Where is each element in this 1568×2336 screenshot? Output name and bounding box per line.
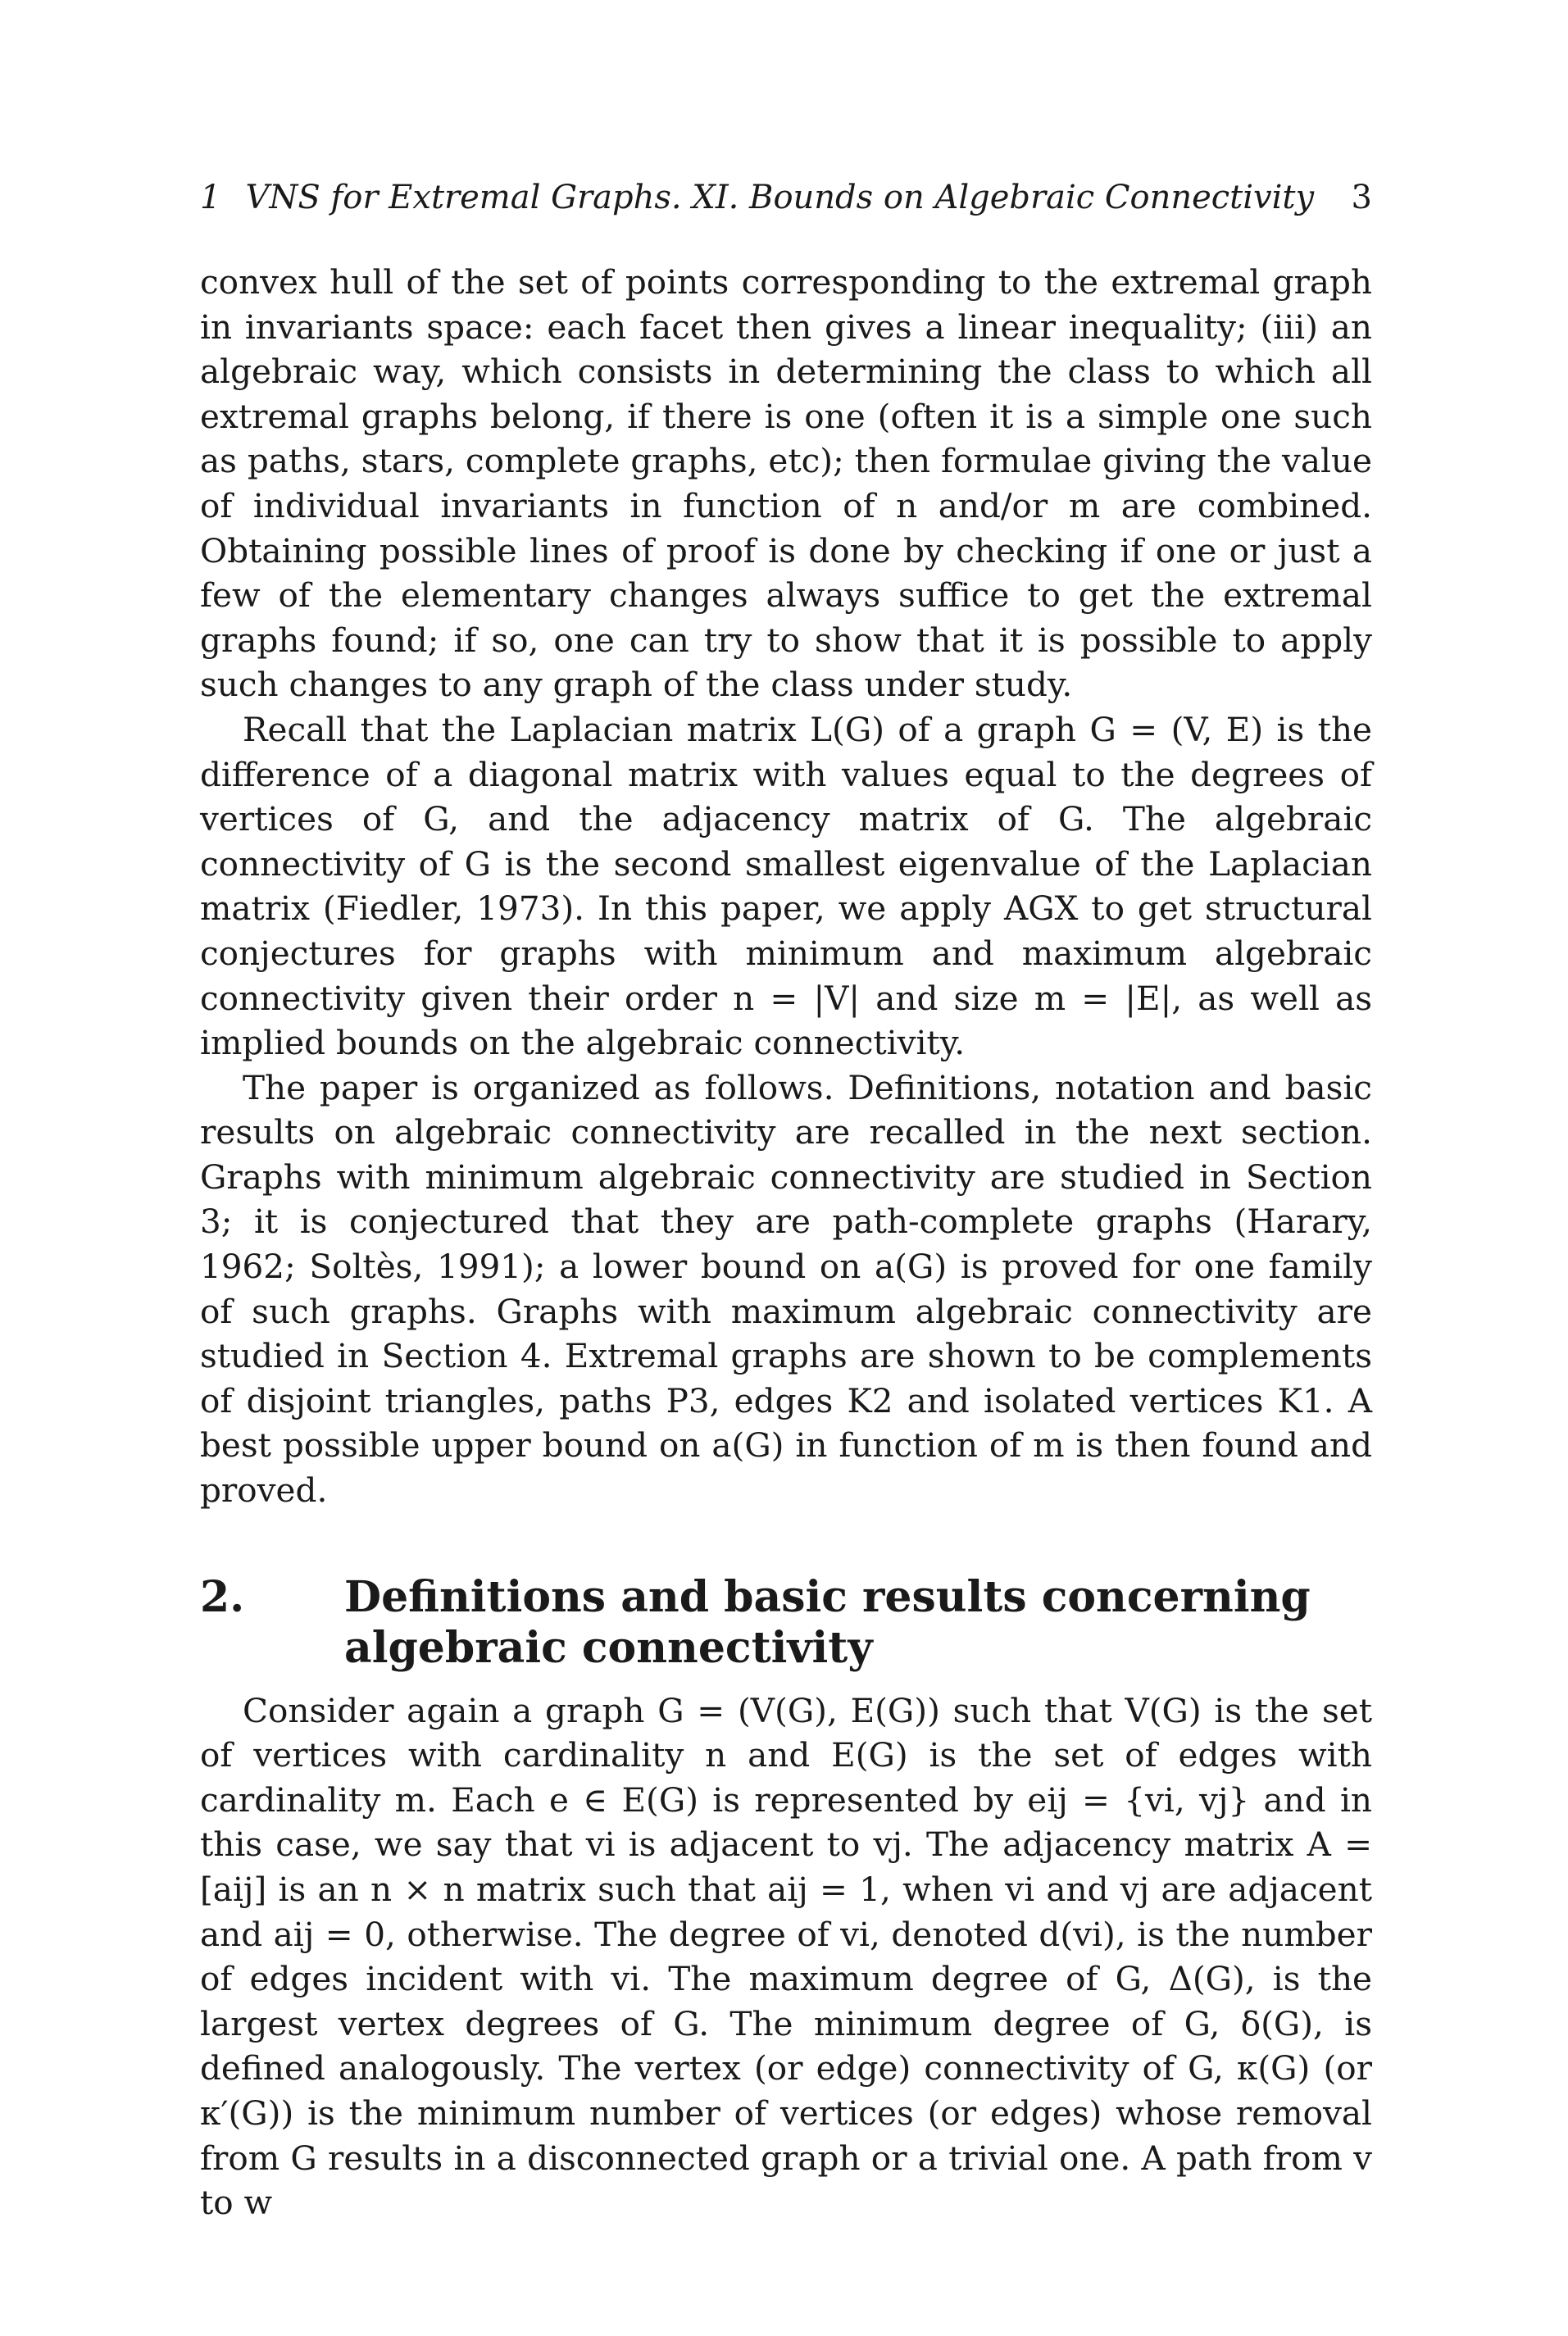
paragraph-organization: The paper is organized as follows. Definitions, notation and basic results on algebraic connectivity are recalled in the next section. Graphs with minimum algebraic connectivity are studied in Section 3; it is conjectured that they are path-complete graphs (Harary, 1962; Soltès, 1991); a lower bound on a(G) is proved for one family of such graphs. Graphs with maximum algebraic connectivity are studied in Section 4. Extremal graphs are shown to be complements of disjoint triangles, paths P3, edges K2 and isolated vertices K1. A best possible upper bound on a(G) in function of m is then found and proved.	[200, 1067, 1372, 1511]
running-head	[200, 176, 1372, 219]
paragraph-continued: convex hull of the set of points corresponding to the extremal graph in invariants space: each facet then gives a linear inequality; (iii) an algebraic way, which consists in determining the class to which all extremal graphs belong, if there is one (often it is a simple one such as paths, stars, complete graphs, etc); then formulae giving the value of individual invariants in function of n and/or m are combined. Obtaining possible lines of proof is done by checking if one or just a few of the elementary changes always suffice to get the extremal graphs found; if so, one can try to show that it is possible to apply such changes to any graph of the class under study.	[200, 262, 1372, 705]
page-number: 3	[1351, 179, 1372, 216]
paper-page	[200, 176, 1372, 2225]
running-title: VNS for Extremal Graphs. XI. Bounds on Algebraic Connectivity	[245, 179, 1315, 216]
paragraph-definitions: Consider again a graph G = (V(G), E(G)) such that V(G) is the set of vertices with cardinality n and E(G) is the set of edges with cardinality m. Each e ∈ E(G) is represented by eij = {vi, vj} and in this case, we say that vi is adjacent to vj. The adjacency matrix A = [aij] is an n × n matrix such that aij = 1, when vi and vj are adjacent and aij = 0, otherwise. The degree of vi, denoted d(vi), is the number of edges incident with vi. The maximum degree of G, Δ(G), is the largest vertex degrees of G. The minimum degree of G, δ(G), is defined analogously. The vertex (or edge) connectivity of G, κ(G) (or κ′(G)) is the minimum number of vertices (or edges) whose removal from G results in a disconnected graph or a trivial one. A path from v to w	[200, 1690, 1372, 2223]
chapter-number: 1	[200, 179, 221, 216]
section-title: Definitions and basic results concerning algebraic connectivity	[344, 1571, 1311, 1673]
paragraph-laplacian: Recall that the Laplacian matrix L(G) of a graph G = (V, E) is the difference of a diagonal matrix with values equal to the degrees of vertices of G, and the adjacency matrix of G. The algebraic connectivity of G is the second smallest eigenvalue of the Laplacian matrix (Fiedler, 1973). In this paper, we apply AGX to get structural conjectures for graphs with minimum and maximum algebraic connectivity given their order n = |V| and size m = |E|, as well as implied bounds on the algebraic connectivity.	[200, 709, 1372, 1063]
section-heading	[200, 1572, 1372, 1674]
section-number: 2.	[200, 1571, 245, 1622]
running-head-left	[200, 176, 1314, 219]
